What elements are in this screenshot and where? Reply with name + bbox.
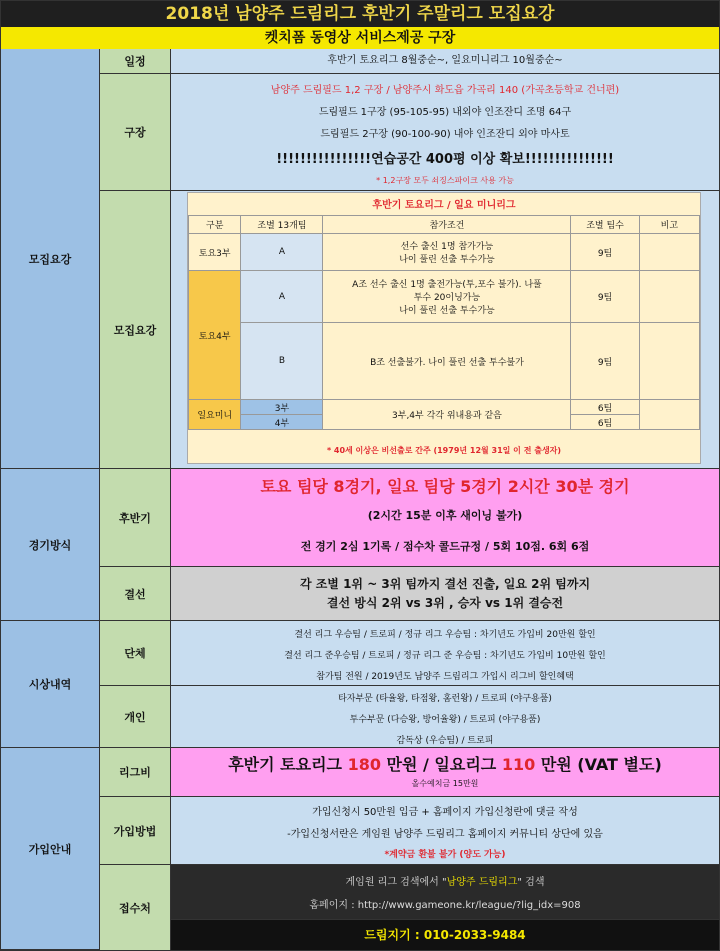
- final-line2: 결선 방식 2위 vs 3위 , 승자 vs 1위 결승전: [326, 596, 564, 610]
- teams-cell: 9팀: [571, 271, 639, 323]
- fee-sunday-amount: 110: [501, 755, 536, 774]
- cond-cell: 선수 출신 1명 참가가능 나이 풀린 선출 투수가능: [323, 234, 571, 271]
- div-sat4: 토요4부: [189, 271, 241, 400]
- join-method-line2: -가입신청서란은 게임원 남양주 드림리그 홈페이지 커뮤니티 상단에 있음: [287, 829, 603, 840]
- fee-label: 리그비: [100, 748, 171, 797]
- venue-note: * 1,2구장 모두 쇠징스파이크 사용 가능: [376, 176, 514, 185]
- remark-cell: [639, 271, 699, 323]
- col-header: 조별 팀수: [571, 216, 639, 234]
- recruit-table-note: * 40세 이상은 비선출로 간주 (1979년 12월 31일 이 전 출생자): [326, 446, 562, 455]
- fee-main: 후반기 토요리그 180 만원 / 일요리그 110 만원 (VAT 별도): [228, 755, 662, 774]
- page-title: 2018년 남양주 드림리그 후반기 주말리그 모집요강: [1, 1, 719, 27]
- fee-saturday-amount: 180: [347, 755, 381, 774]
- teams-cell: 9팀: [571, 323, 639, 400]
- remark-cell: [639, 400, 699, 430]
- col-header: 참가조건: [323, 216, 571, 234]
- join-method-label: 가입방법: [100, 797, 171, 865]
- group-cell: 3부: [241, 400, 323, 415]
- section-match: 경기방식: [1, 469, 100, 621]
- teams-cell: 9팀: [571, 234, 639, 271]
- venue-address: 남양주 드림필드 1,2 구장 / 남양주시 화도읍 가곡리 140 (가곡초등학교 건너편): [270, 85, 620, 96]
- final-info: [171, 567, 719, 621]
- personal-award-label: 개인: [100, 686, 171, 748]
- second-half-line1: 토요 팀당 8경기, 일요 팀당 5경기 2시간 30분 경기: [260, 477, 630, 496]
- second-half-label: 후반기: [100, 469, 171, 567]
- div-sat3: 토요3부: [189, 234, 241, 271]
- join-method-line3: *계약금 환불 불가 (양도 가능): [384, 850, 506, 860]
- final-label: 결선: [100, 567, 171, 621]
- group-cell: A: [241, 271, 323, 323]
- venue-label: 구장: [100, 74, 171, 191]
- recruit-detail-label: 모집요강: [100, 191, 171, 469]
- contact-phone: 드림지기 : 010-2033-9484: [171, 920, 719, 950]
- teams-cell: 6팀: [571, 415, 639, 430]
- group-cell: 4부: [241, 415, 323, 430]
- contact-search: 게임원 리그 검색에서 "남양주 드림리그" 검색: [345, 877, 545, 888]
- group-cell: A: [241, 234, 323, 271]
- schedule-text: 후반기 토요리그 8월중순~, 일요미니리그 10월중순~: [171, 49, 719, 74]
- join-method-line1: 가입신청시 50만원 입금 + 홈페이지 가입신청란에 댓글 작성: [312, 807, 578, 818]
- venue-info: [171, 74, 719, 191]
- remark-cell: [639, 323, 699, 400]
- second-half-line2: (2시간 15분 이후 새이닝 불가): [367, 509, 523, 522]
- team-award-label: 단체: [100, 621, 171, 686]
- team-award-line2: 결선 리그 준우승팀 / 트로피 / 정규 리그 준 우승팀 : 차기년도 가입비 10만원 할인: [284, 651, 606, 661]
- team-award-info: [171, 621, 719, 686]
- page-subtitle: 켓치폼 동영상 서비스제공 구장: [1, 27, 719, 50]
- team-award-line1: 결선 리그 우승팀 / 트로피 / 정규 리그 우승팀 : 차기년도 가입비 20만원 할인: [294, 630, 596, 640]
- recruit-table: [188, 215, 700, 430]
- cond-cell: B조 선출불가. 나이 풀린 선출 투수불가: [323, 323, 571, 400]
- personal-award-line2: 투수부문 (다승왕, 방어율왕) / 트로피 (야구용품): [349, 715, 541, 725]
- cond-cell: 3부,4부 각각 위내용과 같음: [323, 400, 571, 430]
- cond-cell: A조 선수 출신 1명 출전가능(투,포수 불가). 나풀 투수 20이닝가능 나이 풀린 선출 투수가능: [323, 271, 571, 323]
- team-award-line3: 참가팀 전원 / 2019년도 남양주 드림리그 가입시 리그비 할인혜택: [316, 672, 574, 682]
- contact-info: [171, 865, 719, 920]
- col-header: 구분: [189, 216, 241, 234]
- schedule-label: 일정: [100, 49, 171, 74]
- contact-search-term: 남양주 드림리그: [446, 877, 518, 888]
- fee-deposit: 올수예치금 15만원: [411, 779, 479, 788]
- recruit-table-box: [187, 192, 701, 464]
- personal-award-line1: 타자부문 (타율왕, 타점왕, 홈런왕) / 트로피 (야구용품): [338, 694, 552, 704]
- second-half-info: [171, 469, 719, 567]
- col-header: 조별 13개팀: [241, 216, 323, 234]
- teams-cell: 6팀: [571, 400, 639, 415]
- section-recruit: 모집요강: [1, 49, 100, 469]
- personal-award-line3: 감독상 (우승팀) / 트로피: [396, 736, 494, 746]
- div-sunmini: 일요미니: [189, 400, 241, 430]
- join-method-info: [171, 797, 719, 865]
- venue-field1: 드림필드 1구장 (95-105-95) 내외야 인조잔디 조명 64구: [318, 107, 572, 118]
- remark-cell: [639, 234, 699, 271]
- personal-award-info: [171, 686, 719, 748]
- venue-field2: 드림필드 2구장 (90-100-90) 내야 인조잔디 외야 마사토: [320, 129, 570, 140]
- group-cell: B: [241, 323, 323, 400]
- fee-info: [171, 748, 719, 797]
- contact-label: 접수처: [100, 865, 171, 950]
- section-join: 가입안내: [1, 748, 100, 950]
- recruit-table-title: 후반기 토요리그 / 일요 미니리그: [372, 200, 516, 211]
- venue-practice: !!!!!!!!!!!!!!!!연습공간 400평 이상 확보!!!!!!!!!!!!!!!: [276, 152, 614, 167]
- contact-homepage-link[interactable]: 홈페이지 : http://www.gameone.kr/league/?lig_idx=908: [309, 900, 581, 911]
- final-line1: 각 조별 1위 ~ 3위 팀까지 결선 진출, 일요 2위 팀까지: [299, 577, 591, 591]
- col-header: 비고: [639, 216, 699, 234]
- section-award: 시상내역: [1, 621, 100, 748]
- second-half-line3: 전 경기 2심 1기록 / 점수차 콜드규정 / 5회 10점. 6회 6점: [300, 540, 590, 553]
